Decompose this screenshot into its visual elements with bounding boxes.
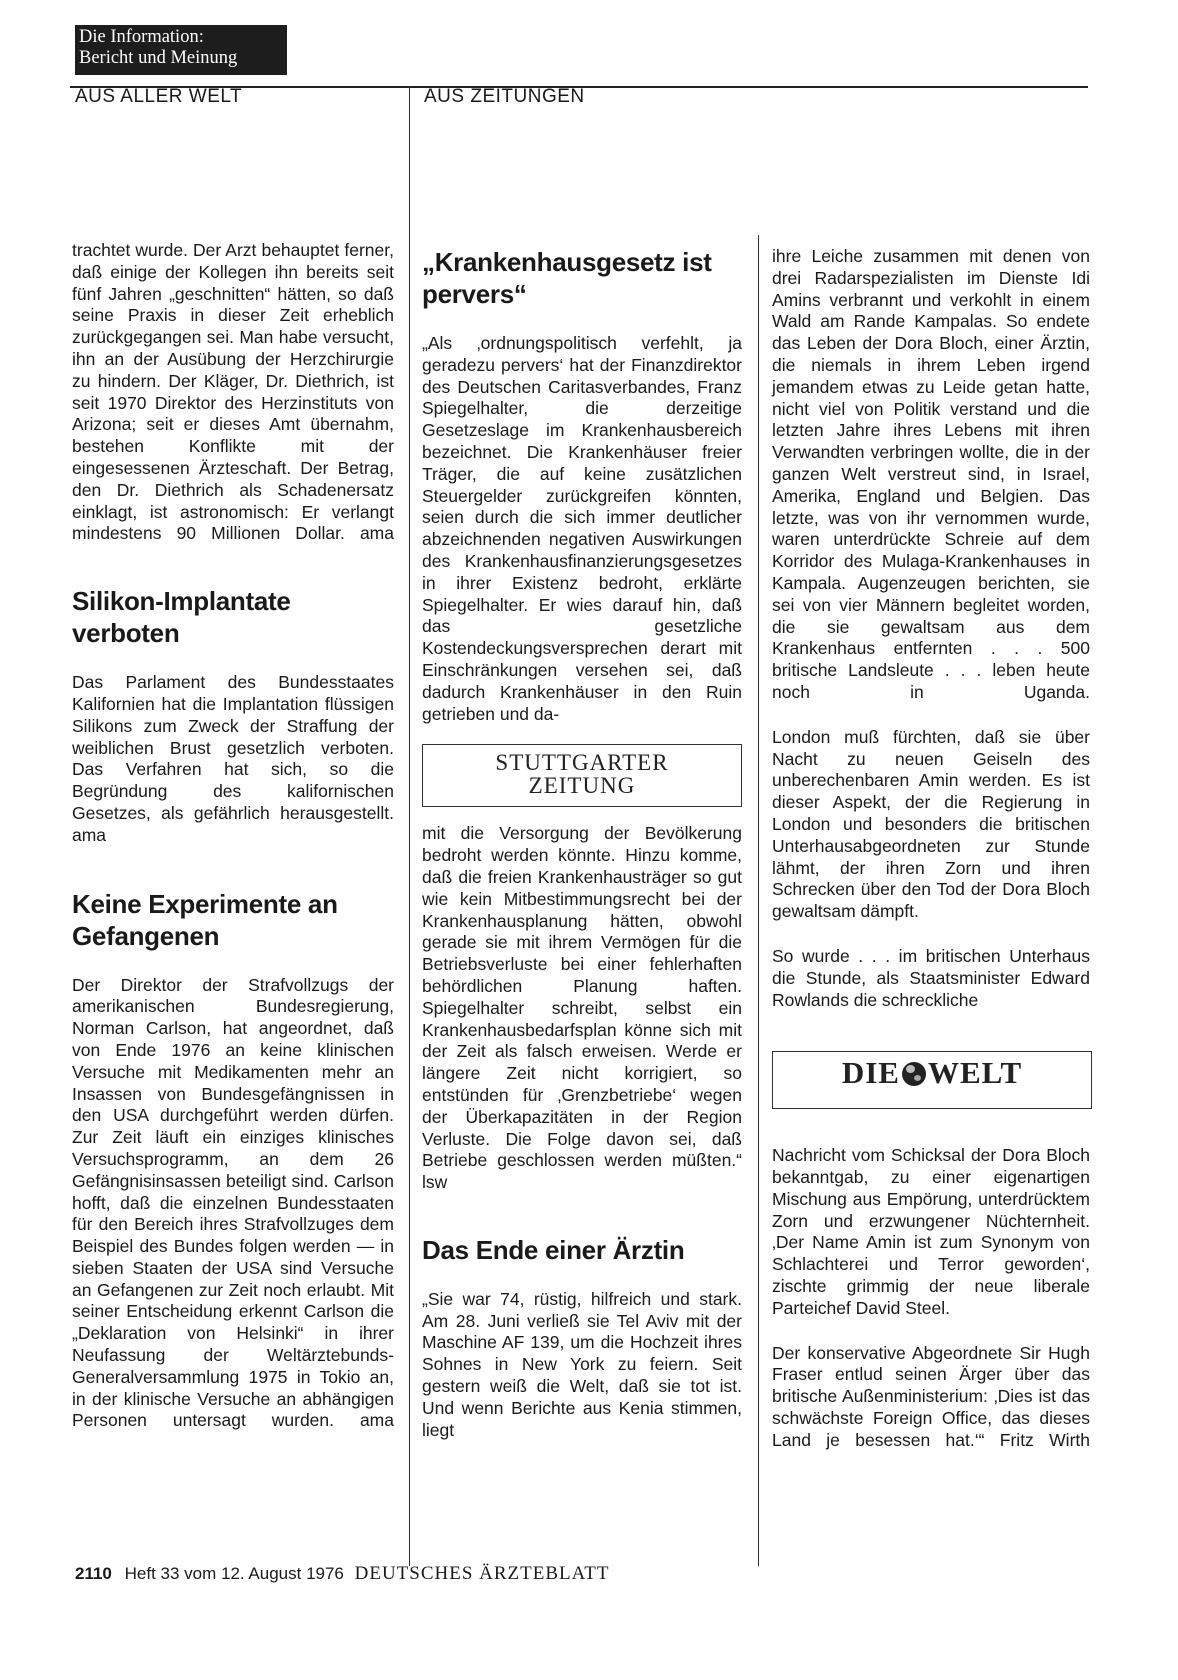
section-label-right: AUS ZEITUNGEN: [424, 86, 585, 107]
globe-icon: [902, 1062, 926, 1086]
logo-line-2: ZEITUNG: [528, 773, 636, 799]
section-label-left: AUS ALLER WELT: [75, 86, 243, 107]
column-rule-2: [758, 235, 759, 1566]
paragraph-nachricht: Nachricht vom Schicksal der Dora Bloch bekanntgab, zu einer eigenartigen Mischung aus Empörung, unterdrücktem Zorn und erzwungener Nüchternheit. ‚Der Name Amin ist zum Synonym von Schlachterei und Terror geworden‘, zischte grimmig der neue liberale Parteichef David Steel.: [772, 1145, 1090, 1318]
article-krankenhausgesetz-part-1: „Als ‚ordnungspolitisch verfehlt, ja geradezu pervers‘ hat der Finanzdirektor des Deutschen Caritasverbandes, Franz Spiegelhalter, die derzeitige Gesetzeslage im Krankenhausbereich bezeichnet. Die Krankenhäuser freier Träger, die auf keine zusätzlichen Steuergelder zurückgreifen könnten, seien durch die sich immer deutlicher abzeichnenden negativen Auswirkungen des Krankenhausfinanzierungsgesetzes in ihrer Existenz bedroht, erklärte Spiegelhalter. Er wies darauf hin, daß das gesetzliche Kostendeckungsversprechen derart mit Einschränkungen versehen sei, daß dadurch Krankenhäuser in den Ruin getrieben und da-: [422, 333, 742, 724]
paragraph-unterhaus: So wurde . . . im britischen Unterhaus die Stunde, als Staatsminister Edward Rowlands die schreckliche: [772, 945, 1090, 1010]
article-das-ende: „Sie war 74, rüstig, hilfreich und stark. Am 28. Juni verließ sie Tel Aviv mit der Maschine AF 139, um die Hochzeit ihres Sohnes in New York zu feiern. Seit gestern weiß die Welt, daß sie tot ist. Und wenn Berichte aus Kenia stimmen, liegt: [422, 1288, 742, 1440]
article-das-ende-continued: ihre Leiche zusammen mit denen von drei Radarspezialisten im Dienste Idi Amins verbrannt und verkohlt in einem Wald am Rande Kampalas. So endete das Leben der Dora Bloch, einer Ärztin, die niemals in ihrem Leben irgend jemandem etwas zu Leide getan hatte, nicht viel von Politik verstand und die letzten Jahre ihres Lebens mit ihren Verwandten verbringen wollte, die in der ganzen Welt verstreut sind, in Israel, Amerika, England und Belgien. Das letzte, was von ihr vernommen wurde, waren unterdrückte Schreie auf dem Korridor des Mulaga-Krankenhauses in Kampala. Augenzeugen berichten, sie sei von vier Männern begleitet worden, die sie gewaltsam aus dem Krankenhaus entfernten . . . 500 britische Landsleute . . . leben heute noch in Uganda.: [772, 246, 1090, 702]
issue-info: Heft 33 vom 12. August 1976: [124, 1564, 344, 1583]
stuttgarter-zeitung-logo: [422, 744, 742, 807]
magazine-title: DEUTSCHES ÄRZTEBLATT: [354, 1563, 610, 1584]
article-silikon: Das Parlament des Bundesstaates Kalifornien hat die Implantation flüssigen Silikons zum Zweck der Straffung der weiblichen Brust gesetzlich verboten. Das Verfahren hat sich, so die Begründung des kalifornischen Gesetzes, als gefährlich herausgestellt. ama: [72, 672, 394, 845]
page-footer: [75, 1563, 609, 1585]
paragraph-fraser: Der konservative Abgeordnete Sir Hugh Fraser entlud seinen Ärger über das britische Außenministerium: ‚Dies ist das schwächste Foreign Office, das dieses Land je besessen hat.‘“ Fritz Wirth: [772, 1342, 1090, 1450]
column-3: [772, 246, 1090, 1452]
logo-welt: WELT: [927, 1055, 1023, 1091]
article-krankenhausgesetz-part-2: mit die Versorgung der Bevölkerung bedroht werden könnte. Hinzu komme, daß die freien Krankenhausträger so gut wie kein Mitbestimmungsrecht bei der Krankenhausplanung hätten, obwohl gerade sie mit ihrem Vermögen für die Betriebsverluste bei einer fehlerhaften behördlichen Planung haften. Spiegelhalter schreibt, selbst ein Krankenhausbedarfsplan könne sich mit der Zeit als falsch erweisen. Werde er längere Zeit nicht korrigiert, so entstünden für ‚Grenzbetriebe‘ wegen der Überkapazitäten in der Region Verluste. Die Folge davon sei, daß Betriebe geschlossen werden müßten.“ lsw: [422, 823, 742, 1193]
column-1: [72, 240, 394, 1432]
column-rule-1: [409, 86, 410, 1566]
badge-line-1: Die Information:: [79, 27, 204, 47]
headline-keine-experimente: Keine Experimente an Gefangenen: [72, 888, 338, 951]
headline-krankenhausgesetz: „Krankenhausgesetz ist pervers“: [422, 247, 712, 309]
article-continuation: trachtet wurde. Der Arzt behauptet ferner, daß einige der Kollegen ihn bereits seit fünf Jahren „geschnitten“ hätten, so daß seine Praxis in dieser Zeit erheblich zurückgegangen sei. Man habe versucht, ihn an der Ausübung der Herzchirurgie zu hindern. Der Kläger, Dr. Diethrich, ist seit 1970 Direktor des Herzinstituts von Arizona; seit er dieses Amt übernahm, bestehen Konflikte mit der eingesessenen Ärzteschaft. Der Betrag, den Dr. Diethrich als Schadenersatz einklagt, ist astronomisch: Er verlangt mindestens 90 Millionen Dollar. ama: [72, 240, 394, 544]
page-number: 2110: [75, 1564, 112, 1583]
column-2: [422, 246, 742, 1441]
die-welt-logo: [772, 1051, 1092, 1109]
article-keine-experimente: Der Direktor der Strafvollzugs der amerikanischen Bundesregierung, Norman Carlson, hat angeordnet, daß von Ende 1976 an keine klinischen Versuche mit Medikamenten mehr an Insassen von Bundesgefängnissen in den USA durchgeführt werden dürfen. Zur Zeit läuft ein einziges klinisches Versuchsprogramm, an dem 26 Gefängnisinsassen beteiligt sind. Carlson hofft, daß die einzelnen Bundesstaaten für den Bereich ihres Strafvollzuges dem Beispiel des Bundes folgen werden — in sieben Staaten der USA sind Versuche an Gefangenen zur Zeit noch erlaubt. Mit seiner Entscheidung erkennt Carlson die „Deklaration von Helsinki“ in ihrer Neufassung der Weltärztebunds-Generalversammlung 1975 in Tokio an, in der klinische Versuche an abhängigen Personen untersagt wurden. ama: [72, 974, 394, 1431]
badge-line-2: Bericht und Meinung: [79, 48, 238, 68]
rubric-badge: [75, 25, 287, 75]
logo-die: DIE: [841, 1055, 900, 1091]
paragraph-london: London muß fürchten, daß sie über Nacht zu neuen Geiseln des unberechenbaren Amin werden. Es ist dieser Aspekt, der die Regierung in London und besonders die britischen Unterhausabgeordneten zur Stunde lähmt, der ihren Zorn und ihren Schrecken über den Tod der Dora Bloch gewaltsam dämpft.: [772, 726, 1090, 922]
headline-silikon: Silikon-Implantate verboten: [72, 586, 291, 649]
headline-das-ende: Das Ende einer Ärztin: [422, 1234, 685, 1265]
logo-line-1: STUTTGARTER: [495, 750, 669, 776]
